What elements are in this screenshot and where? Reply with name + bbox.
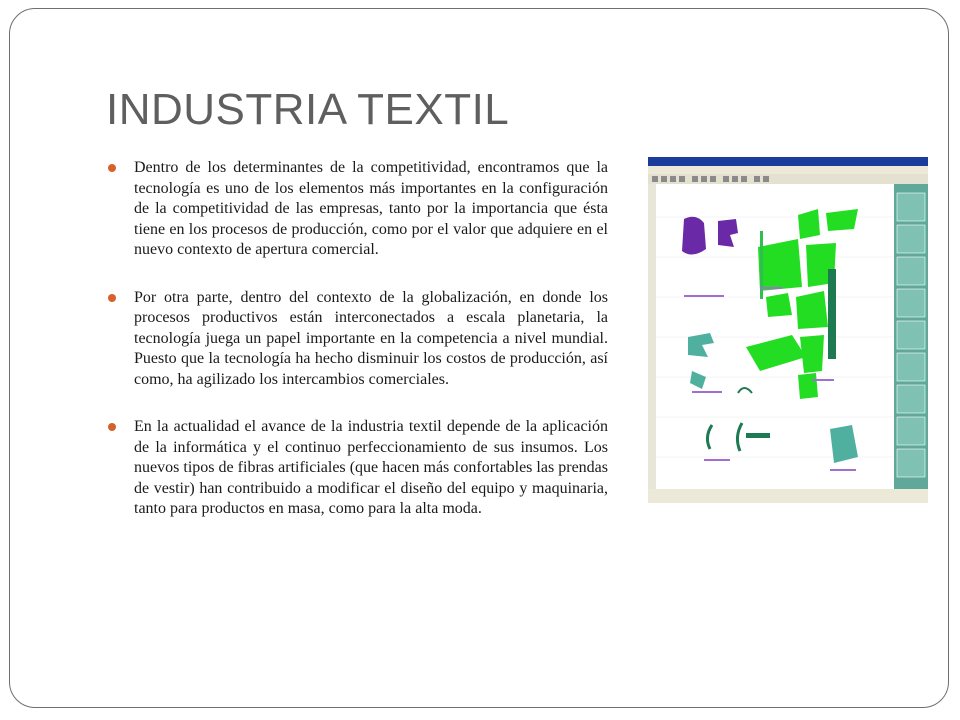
bullet-item	[108, 417, 608, 520]
app-menubar	[648, 166, 928, 174]
app-titlebar	[648, 157, 928, 166]
cad-software-screenshot	[648, 157, 928, 503]
bullet-text: En la actualidad el avance de la industria textil depende de la aplicación de la informática y el continuo perfeccionamiento de sus insumos. Los nuevos tipos de fibras artificiales (que hacen más confortables las prendas de vestir) han contribuido a modificar el diseño del equipo y maquinaria, tanto para productos en masa, como para la alta moda.	[134, 418, 608, 517]
bullet-text: Por otra parte, dentro del contexto de la globalización, en donde los procesos productivos están interconectados a escala planetaria, la tecnología juega un papel importante en la competencia a nivel mundial. Puesto que la tecnología ha hecho disminuir los costos de producción, así como, ha agilizado los intercambios comerciales.	[134, 288, 608, 388]
ruler-left	[648, 184, 656, 489]
bullet-item	[108, 288, 608, 391]
bullet-list	[108, 158, 608, 547]
app-toolbar	[648, 174, 928, 184]
bullet-marker	[108, 164, 116, 172]
bullet-item	[108, 158, 608, 261]
bullet-marker	[108, 423, 116, 431]
bullet-marker	[108, 294, 116, 302]
status-bar	[648, 489, 928, 503]
slide-title: INDUSTRIA TEXTIL	[106, 85, 510, 134]
bullet-text: Dentro de los determinantes de la competitividad, encontramos que la tecnología es uno de los elementos más importantes en la configuración de la competitividad de las empresas, tanto por la importancia que ésta tiene en los procesos de producción, como por el valor que adquiere en el nuevo contexto de apertura comercial.	[134, 159, 608, 258]
